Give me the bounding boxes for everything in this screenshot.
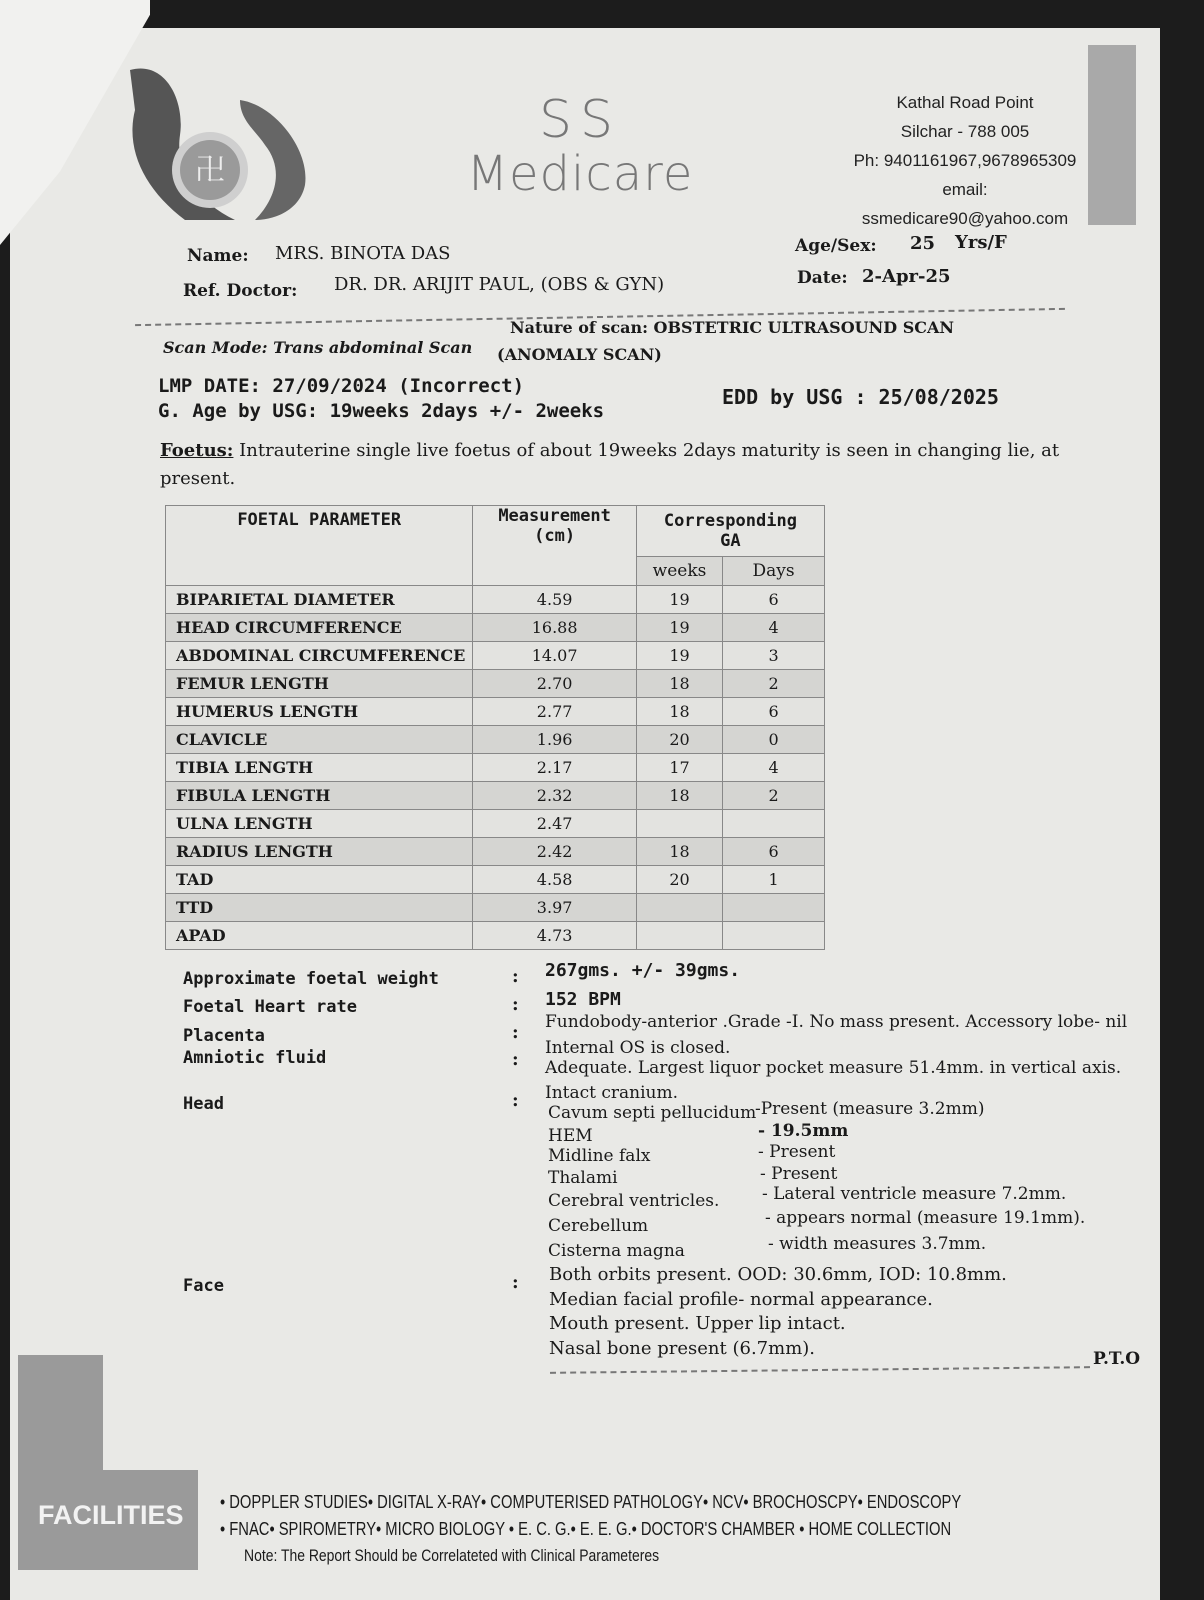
weeks-cell: 18 xyxy=(636,670,722,698)
face-label: Face xyxy=(183,1276,224,1296)
head-item-value: - Present xyxy=(758,1142,836,1162)
head-label: Head xyxy=(183,1094,224,1114)
scan-nature-2: (ANOMALY SCAN) xyxy=(497,345,662,364)
measurement-cell: 2.17 xyxy=(473,754,636,782)
head-item-name: Cavum septi pellucidum xyxy=(548,1103,757,1123)
table-row xyxy=(166,642,825,670)
head-item-value: - appears normal (measure 19.1mm). xyxy=(765,1208,1086,1228)
email: email: ssmedicare90@yahoo.com xyxy=(861,180,1069,228)
col-days: Days xyxy=(723,556,825,585)
report-note: Note: The Report Should be Correlateted with Clinical Parameteres xyxy=(244,1546,660,1565)
head-item-value: - Present xyxy=(760,1164,838,1184)
param-cell: FIBULA LENGTH xyxy=(166,782,473,810)
param-cell: CLAVICLE xyxy=(166,726,473,754)
days-cell: 0 xyxy=(723,726,825,754)
measurement-cell: 2.47 xyxy=(473,810,636,838)
gestational-age: G. Age by USG: 19weeks 2days +/- 2weeks xyxy=(158,400,605,422)
weeks-cell xyxy=(636,810,722,838)
facilities-label: FACILITIES xyxy=(38,1500,184,1530)
table-row xyxy=(166,894,825,922)
colon: : xyxy=(512,1272,519,1293)
measurement-cell: 2.32 xyxy=(473,782,636,810)
weeks-cell: 17 xyxy=(636,754,722,782)
head-item-value: - width measures 3.7mm. xyxy=(768,1234,987,1254)
days-cell: 6 xyxy=(723,838,825,866)
measurement-cell: 16.88 xyxy=(473,614,636,642)
head-item-value: -Present (measure 3.2mm) xyxy=(755,1099,985,1119)
heart-label: Foetal Heart rate xyxy=(183,997,357,1017)
colon: : xyxy=(512,1022,519,1043)
face-line: Mouth present. Upper lip intact. xyxy=(549,1313,846,1334)
face-line: Median facial profile- normal appearance. xyxy=(549,1289,933,1310)
table-row xyxy=(166,810,825,838)
table-row xyxy=(166,782,825,810)
days-cell xyxy=(723,922,825,950)
brand-logo xyxy=(440,92,720,200)
head-item-value: - Lateral ventricle measure 7.2mm. xyxy=(762,1184,1067,1204)
address-line2: Silchar - 788 005 xyxy=(900,122,1030,141)
ref-doctor: DR. DR. ARIJIT PAUL, (OBS & GYN) xyxy=(334,274,665,295)
name-label: Name: xyxy=(187,246,249,266)
weeks-cell xyxy=(636,894,722,922)
heart-rate: 152 BPM xyxy=(545,989,621,1010)
table-row xyxy=(166,726,825,754)
amniotic-fluid: Adequate. Largest liquor pocket measure 51.4mm. in vertical axis. xyxy=(545,1058,1122,1078)
weeks-cell: 20 xyxy=(636,866,722,894)
colon: : xyxy=(512,1090,519,1111)
days-cell xyxy=(723,810,825,838)
pto: P.T.O xyxy=(1093,1349,1141,1369)
col-ga-2: GA xyxy=(720,530,741,551)
lmp-date: LMP DATE: 27/09/2024 (Incorrect) xyxy=(158,375,525,397)
age: 25 xyxy=(910,233,936,254)
scan-mode: Scan Mode: Trans abdominal Scan xyxy=(163,338,473,357)
header-bar xyxy=(1088,45,1136,225)
table-row xyxy=(166,670,825,698)
date-label: Date: xyxy=(797,268,848,288)
measurement-cell: 14.07 xyxy=(473,642,636,670)
col-measurement xyxy=(473,506,636,586)
weeks-cell: 18 xyxy=(636,782,722,810)
param-cell: APAD xyxy=(166,922,473,950)
head-item-value: - 19.5mm xyxy=(758,1121,849,1141)
days-cell: 2 xyxy=(723,782,825,810)
days-cell: 4 xyxy=(723,614,825,642)
days-cell: 2 xyxy=(723,670,825,698)
weeks-cell: 20 xyxy=(636,726,722,754)
age-unit: Yrs/F xyxy=(955,232,1007,253)
measurement-cell: 2.70 xyxy=(473,670,636,698)
days-cell: 6 xyxy=(723,698,825,726)
weeks-cell: 19 xyxy=(636,586,722,614)
weeks-cell: 18 xyxy=(636,838,722,866)
weeks-cell xyxy=(636,922,722,950)
head-item-name: HEM xyxy=(548,1126,593,1146)
param-cell: TAD xyxy=(166,866,473,894)
measurement-cell: 4.73 xyxy=(473,922,636,950)
foetus-label: Foetus: xyxy=(160,440,234,461)
table-row xyxy=(166,754,825,782)
col-param: FOETAL PARAMETER xyxy=(166,506,473,586)
days-cell: 4 xyxy=(723,754,825,782)
foetus-text-2: present. xyxy=(160,468,236,489)
scan-nature-1: Nature of scan: OBSTETRIC ULTRASOUND SCAN xyxy=(510,318,955,337)
foetus-text: Intrauterine single live foetus of about 19weeks 2days maturity is seen in changing lie, at xyxy=(239,440,1060,461)
patient-name: MRS. BINOTA DAS xyxy=(275,243,451,264)
internal-os: Internal OS is closed. xyxy=(545,1038,731,1058)
face-line: Both orbits present. OOD: 30.6mm, IOD: 10.8mm. xyxy=(549,1264,1007,1285)
weeks-cell: 19 xyxy=(636,614,722,642)
ref-doctor-label: Ref. Doctor: xyxy=(183,281,298,301)
facilities-line-2: • FNAC• SPIROMETRY• MICRO BIOLOGY • E. C. G.• E. E. G.• DOCTOR'S CHAMBER • HOME COLLECTION xyxy=(220,1519,952,1539)
contact-block xyxy=(845,88,1085,233)
param-cell: TTD xyxy=(166,894,473,922)
table-row xyxy=(166,866,825,894)
head-item-name: Thalami xyxy=(548,1168,618,1188)
param-cell: RADIUS LENGTH xyxy=(166,838,473,866)
measurement-cell: 4.59 xyxy=(473,586,636,614)
colon: : xyxy=(512,994,519,1015)
measurement-cell: 1.96 xyxy=(473,726,636,754)
measurement-cell: 2.42 xyxy=(473,838,636,866)
col-meas-2: (cm) xyxy=(534,526,576,546)
weeks-cell: 19 xyxy=(636,642,722,670)
days-cell: 1 xyxy=(723,866,825,894)
table-row xyxy=(166,922,825,950)
foetal-parameter-table xyxy=(165,505,825,950)
weight-label: Approximate foetal weight xyxy=(183,969,439,989)
days-cell: 3 xyxy=(723,642,825,670)
colon: : xyxy=(512,1049,519,1070)
measurement-cell: 2.77 xyxy=(473,698,636,726)
head-item-name: Cisterna magna xyxy=(548,1241,685,1261)
days-cell: 6 xyxy=(723,586,825,614)
col-meas-1: Measurement xyxy=(498,506,611,526)
param-cell: HEAD CIRCUMFERENCE xyxy=(166,614,473,642)
hands-logo-icon xyxy=(125,60,315,225)
foetus-line xyxy=(160,440,1059,461)
table-row xyxy=(166,614,825,642)
facilities-line-1: • DOPPLER STUDIES• DIGITAL X-RAY• COMPUTERISED PATHOLOGY• NCV• BROCHOSCPY• ENDOSCOPY xyxy=(220,1492,962,1512)
amniotic-label: Amniotic fluid xyxy=(183,1048,327,1068)
table-row xyxy=(166,586,825,614)
head-item-name: Cerebral ventricles. xyxy=(548,1191,720,1211)
phone: Ph: 9401161967,9678965309 xyxy=(853,151,1077,170)
measurement-cell: 4.58 xyxy=(473,866,636,894)
report-date: 2-Apr-25 xyxy=(862,266,951,287)
param-cell: HUMERUS LENGTH xyxy=(166,698,473,726)
head-cranium: Intact cranium. xyxy=(545,1083,679,1103)
edd: EDD by USG : 25/08/2025 xyxy=(722,385,999,409)
brand-bottom: Medicare xyxy=(466,146,694,202)
param-cell: FEMUR LENGTH xyxy=(166,670,473,698)
head-item-name: Cerebellum xyxy=(548,1216,649,1236)
foetal-weight: 267gms. +/- 39gms. xyxy=(545,960,741,981)
head-item-name: Midline falx xyxy=(548,1146,651,1166)
param-cell: ULNA LENGTH xyxy=(166,810,473,838)
address-line1: Kathal Road Point xyxy=(896,93,1034,112)
placenta-label: Placenta xyxy=(183,1026,265,1046)
brand-top: SS xyxy=(538,90,621,150)
age-sex-label: Age/Sex: xyxy=(795,236,877,256)
col-weeks: weeks xyxy=(636,556,722,585)
param-cell: ABDOMINAL CIRCUMFERENCE xyxy=(166,642,473,670)
table-row xyxy=(166,698,825,726)
placenta: Fundobody-anterior .Grade -I. No mass present. Accessory lobe- nil xyxy=(545,1012,1128,1032)
colon: : xyxy=(512,966,519,987)
face-line: Nasal bone present (6.7mm). xyxy=(549,1338,816,1359)
weeks-cell: 18 xyxy=(636,698,722,726)
svg-text:卍: 卍 xyxy=(195,153,225,188)
param-cell: TIBIA LENGTH xyxy=(166,754,473,782)
days-cell xyxy=(723,894,825,922)
param-cell: BIPARIETAL DIAMETER xyxy=(166,586,473,614)
col-ga-1: Corresponding xyxy=(663,510,797,531)
col-ga xyxy=(636,506,824,557)
measurement-cell: 3.97 xyxy=(473,894,636,922)
table-row xyxy=(166,838,825,866)
